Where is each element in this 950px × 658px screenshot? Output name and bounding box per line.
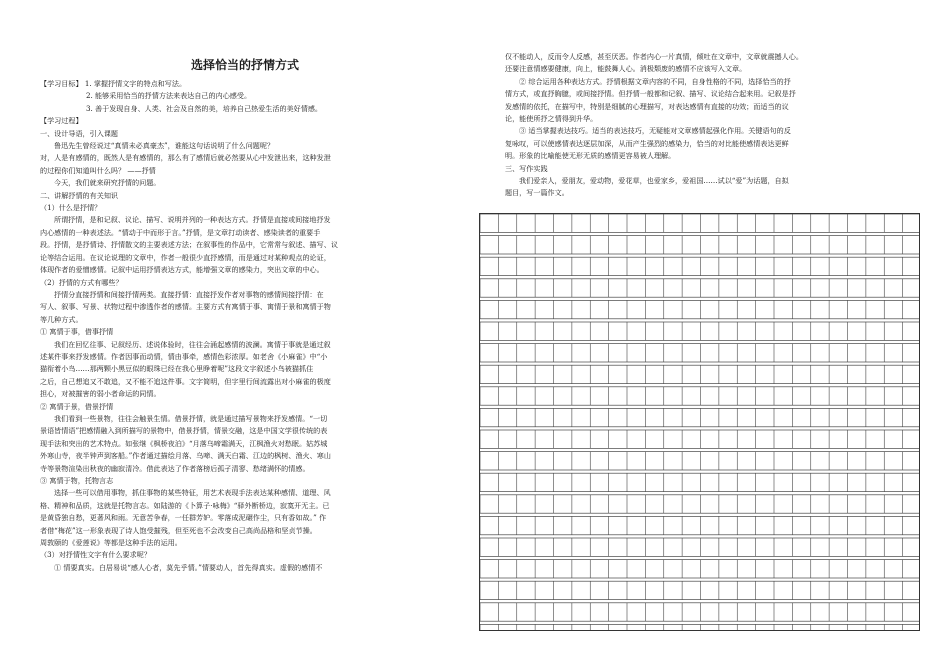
- text-line: 是黄昏独自愁，更著风和雨。无意苦争春，一任群芳妒。零落成泥碾作尘，只有香如故。” 作: [40, 513, 327, 523]
- grid-row: [480, 495, 920, 513]
- text-line: 发感情的依托，在描写中，特别是细腻的心理描写，对表达感情有直接的功效；而适当的议: [505, 101, 789, 111]
- text-line: 猫衔着小鸟……那两颗小黑豆似的眼珠已经在我心里睁着呢”这段文字叙述小鸟被猫抓住: [40, 364, 314, 374]
- text-line: （1）什么是抒情？: [40, 203, 102, 213]
- text-line: 述某件事来抒发感情。作者因事而动情，情由事牵，感情色彩浓厚。如老舍《小麻雀》中“小: [40, 351, 328, 361]
- grid-row: [480, 603, 920, 621]
- text-line: 2. 能够采用恰当的抒情方法来表达自己的内心感受。: [86, 91, 252, 101]
- text-line: 选择一些可以借用事物，抓住事物的某些特征，用艺术表现手法表达某种感情、道理、风: [54, 488, 331, 498]
- text-line: 我们看到一些景物，往往会触景生情。借景抒情，就是通过描写景物来抒发感情。“一切: [54, 413, 328, 423]
- text-line: 一、设计导语，引入课题: [40, 128, 119, 138]
- text-line: ② 寓情于景，借景抒情: [40, 401, 114, 411]
- text-line: 写人、叙事、写景、状物过程中渗透作者的感情。主要方式有寓情于事、寓情于景和寓情于物: [40, 302, 331, 312]
- text-line: 还要注意情感要健康，向上，能鼓舞人心。消极颓废的感情不应该写入文章。: [505, 64, 747, 74]
- right-body: [505, 51, 917, 200]
- grid-row: [480, 257, 920, 275]
- grid-row: [480, 408, 920, 426]
- grid-row: [480, 581, 920, 599]
- text-line: （3）对抒情性文字有什么要求呢？: [40, 550, 151, 560]
- text-line: 等几种方式。: [40, 314, 83, 324]
- text-line: ② 综合运用各种表达方式。抒情根据文章内容的不同，自身性格的不同，选择恰当的抒: [519, 76, 791, 86]
- grid-row: [480, 452, 920, 470]
- text-line: 内心感情的一种表述法。“情动于中而形于言。”抒情，是文章打动读者、感染读者的重要手: [40, 227, 321, 237]
- text-line: 所谓抒情，是和记叙、议论、描写、说明并列的一种表达方式。抒情是直接或间接地抒发: [54, 215, 331, 225]
- grid-row: [480, 365, 920, 383]
- text-line: 复咏叹，可以使感情表达逐层加深，从而产生强烈的感染力，恰当的对比能使感情表达更鲜: [505, 138, 789, 148]
- grid-row: [480, 560, 920, 578]
- text-line: 题目，写一篇作文。: [505, 188, 569, 198]
- text-line: 抒情分直接抒情和间接抒情两类。直接抒情：直接抒发作者对事物的感情间接抒情：在: [54, 289, 324, 299]
- page-title: 选择恰当的抒情方式: [190, 58, 299, 72]
- text-line: ③ 适当掌握表达技巧。适当的表达技巧，无疑能对文章感情起强化作用。关键语句的反: [519, 126, 791, 136]
- text-line: 情方式，或直抒胸臆，或间接抒情。但抒情一般都和记叙、描写、议论结合起来用。记叙是抒: [505, 89, 796, 99]
- right-column: [505, 0, 917, 200]
- grid-row: [480, 473, 920, 491]
- text-line: （2）抒情的方式有哪些？: [40, 277, 123, 287]
- text-line: 今天，我们就来研究抒情的问题。: [54, 178, 161, 188]
- text-line: 体现作者的爱憎感情。记叙中运用抒情表达方式，能增强文章的感染力，突出文章的中心。: [40, 265, 324, 275]
- grid-row: [480, 516, 920, 534]
- text-line: ① 情要真实。白居易说“感人心者，莫先乎情。”情要动人，首先得真实。虚假的感情不: [54, 562, 323, 572]
- text-line: 之后，自己想追又不敢追，又不能不追这件事。文字简明，但字里行间流露出对小麻雀的极度: [40, 376, 331, 386]
- text-line: 我们在回忆往事、记叙经历、述说体验时，往往会涌起感情的波澜。寓情于事就是通过叙: [54, 339, 331, 349]
- text-line: 周敦颐的《爱莲说》等都是这种手法的运用。: [40, 538, 182, 548]
- text-line: 的过程你们知道叫什么吗？ ——抒情: [40, 165, 156, 175]
- text-line: 论等结合运用。在议论说理的文章中，作者一般很少直抒感情，而是通过对某种观点的论证，: [40, 252, 331, 262]
- text-line: 担心，对被摧害的弱小者命运的同情。: [40, 389, 161, 399]
- text-line: 二、讲解抒情的有关知识: [40, 190, 119, 200]
- text-line: 论，能使所抒之情得到升华。: [505, 114, 598, 124]
- text-line: 者借“梅花”这一形象表现了诗人饱受摧残，但至死也不会改变自己高尚品格和坚贞节操。: [40, 525, 317, 535]
- grid-row: [480, 430, 920, 448]
- text-line: 3. 善于发现自身、人类、社会及自然的美，培养自己热爱生活的美好情感。: [86, 103, 323, 113]
- text-line: 寺等景物渲染出秋夜的幽寂清冷。借此表达了作者落榜后孤孑清寥、愁绪满怀的情感。: [40, 463, 310, 473]
- text-line: ③ 寓情于物，托物言志: [40, 476, 114, 485]
- grid-row: [480, 344, 920, 362]
- text-line: 段。抒情，是抒情诗、抒情散文的主要表述方法；在叙事性的作品中，它常常与叙述、描写、议: [40, 240, 338, 250]
- grid-row: [480, 214, 920, 232]
- grid-row: [480, 624, 920, 631]
- text-line: 现手法和突出的艺术特点。如张继《枫桥夜泊》“月落乌啼霜满天，江枫渔火对愁眠。姑苏城: [40, 438, 328, 448]
- text-line: 外寒山寺，夜半钟声到客船。”作者通过描绘月落、乌啼、满天白霜、江边的枫树、渔火、寒山: [40, 451, 331, 461]
- left-body: [40, 78, 450, 574]
- text-line: 【学习目标】 1. 掌握抒情文字的特点和写法。: [40, 79, 187, 88]
- grid-row: [480, 322, 920, 340]
- text-line: 明。形象的比喻能使无形无质的感情更容易被人理解。: [505, 151, 676, 161]
- writing-grid: [479, 213, 920, 631]
- grid-row: [480, 236, 920, 254]
- text-line: 对，人是有感情的，既然人是有感情的，那么有了感情后就必然要从心中发泄出来，这种发泄: [40, 153, 331, 163]
- text-line: 景语皆情语”把感情融入到所描写的景物中，借景抒情，情景交融，这是中国文学很传统的表: [40, 426, 328, 436]
- grid-row: [480, 300, 920, 318]
- left-column: [40, 0, 450, 574]
- text-line: 格、精神和品质，这就是托物言志。如陆游的《卜算子·咏梅》“驿外断桥边，寂寞开无主。已: [40, 500, 330, 510]
- grid-row: [480, 538, 920, 556]
- text-line: 鲁迅先生曾经说过“真情未必真豪杰”，谁能这句话说明了什么问题呢？: [54, 141, 275, 151]
- text-line: 三、写作实践: [505, 163, 548, 173]
- text-line: ① 寓情于事，借事抒情: [40, 327, 114, 337]
- grid-row: [480, 279, 920, 297]
- text-line: 我们爱亲人，爱朋友，爱动物，爱花草，也爱家乡，爱祖国……试以“爱”为话题，自拟: [519, 176, 789, 186]
- text-line: 仅不能动人，反而令人反感，甚至厌恶。作者内心一片真情，倾吐在文章中，文章就震撼人心。: [505, 52, 803, 61]
- grid-row: [480, 387, 920, 405]
- text-line: 【学习过程】: [40, 116, 83, 126]
